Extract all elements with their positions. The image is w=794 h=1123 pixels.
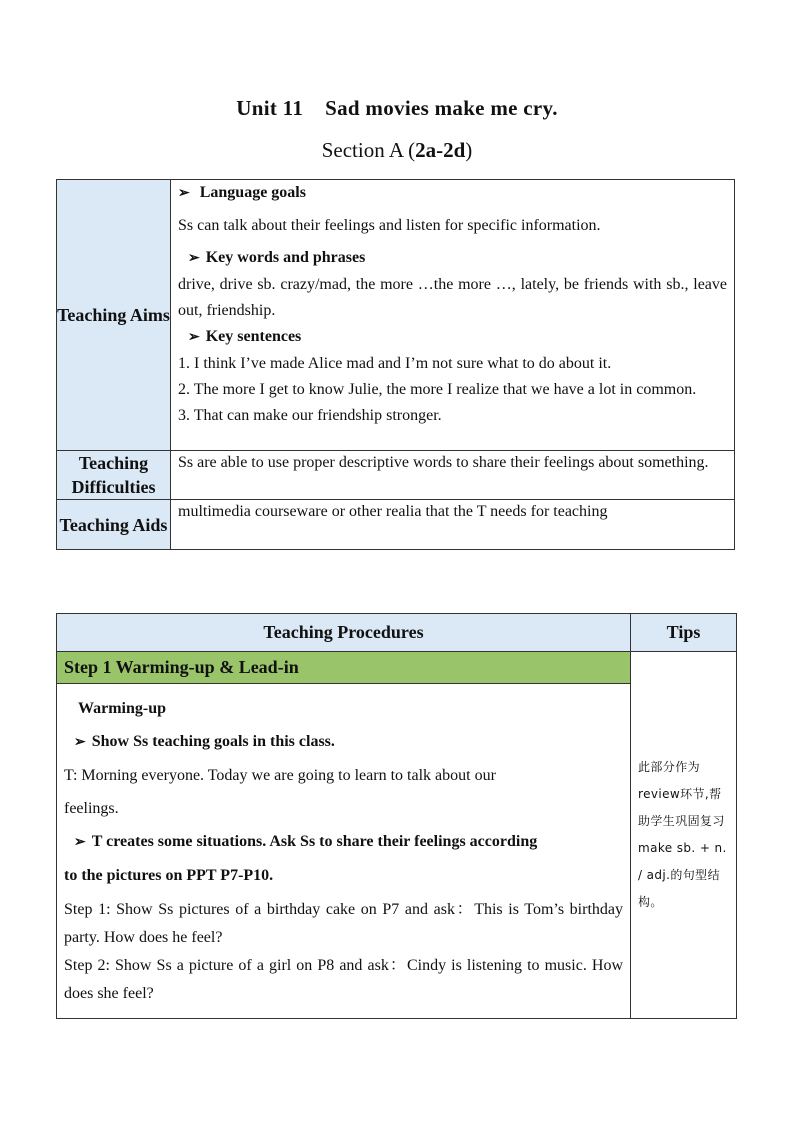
arrow-bullet-icon: ➢	[178, 186, 190, 201]
step-line-2: Step 2: Show Ss a picture of a girl on P8 and ask：Cindy is listening to music. How does she feel?	[64, 957, 623, 1002]
teaching-aims-label: Teaching Aims	[57, 180, 171, 451]
key-words-heading	[178, 245, 727, 272]
key-words-heading-text: Key words and phrases	[205, 249, 366, 266]
teaching-procedures-table	[56, 613, 737, 1019]
language-goals-text: Ss can talk about their feelings and listen for specific information.	[178, 217, 601, 234]
teaching-aids-content	[171, 500, 735, 550]
teacher-line-continued: feelings.	[64, 800, 119, 817]
teaching-aims-table	[56, 179, 735, 550]
arrow-bullet-icon: ➢	[188, 251, 200, 266]
teacher-line: T: Morning everyone. Today we are going to learn to talk about our	[64, 767, 496, 784]
section-code: 2a-2d	[415, 138, 466, 162]
tips-header: Tips	[631, 614, 737, 652]
unit-name: Sad movies make me cry.	[325, 96, 558, 120]
arrow-bullet-icon: ➢	[188, 330, 200, 345]
key-sentence-2: 2. The more I get to know Julie, the more I realize that we have a lot in common.	[178, 381, 697, 398]
key-sentences-heading-text: Key sentences	[205, 328, 302, 345]
unit-title	[0, 96, 794, 121]
bullet-situations-text: T creates some situations. Ask Ss to share their feelings according	[91, 833, 538, 850]
teaching-difficulties-content	[171, 451, 735, 500]
teaching-aids-text: multimedia courseware or other realia that the T needs for teaching	[178, 503, 608, 520]
warming-up-heading: Warming-up	[78, 700, 167, 717]
language-goals-heading-text: Language goals	[199, 184, 306, 201]
teaching-procedures-header: Teaching Procedures	[57, 614, 631, 652]
step-line-1: Step 1: Show Ss pictures of a birthday cake on P7 and ask：This is Tom’s birthday party. How does he feel?	[64, 901, 623, 946]
key-sentence-3: 3. That can make our friendship stronger.	[178, 407, 442, 424]
teaching-aids-label: Teaching Aids	[57, 500, 171, 550]
key-sentences-heading	[178, 324, 727, 351]
unit-number: Unit 11	[236, 96, 304, 120]
teaching-difficulties-text: Ss are able to use proper descriptive words to share their feelings about something.	[178, 454, 709, 471]
key-words-text: drive, drive sb. crazy/mad, the more …the more …, lately, be friends with sb., leave out, friendship.	[178, 276, 727, 319]
section-subtitle	[0, 138, 794, 163]
bullet-show-goals	[64, 725, 623, 759]
language-goals-heading	[178, 180, 727, 207]
step-1-body	[57, 684, 631, 1019]
section-suffix: )	[465, 138, 473, 162]
bullet-situations	[64, 825, 623, 859]
key-sentence-1: 1. I think I’ve made Alice mad and I’m not sure what to do about it.	[178, 355, 612, 372]
arrow-bullet-icon: ➢	[74, 735, 86, 750]
arrow-bullet-icon: ➢	[74, 835, 86, 850]
section-prefix: Section A (	[321, 138, 416, 162]
bullet-situations-continued: to the pictures on PPT P7-P10.	[64, 867, 274, 884]
teaching-difficulties-label: Teaching Difficulties	[57, 451, 171, 500]
bullet-show-goals-text: Show Ss teaching goals in this class.	[91, 733, 335, 750]
step-1-title: Step 1 Warming-up & Lead-in	[57, 652, 631, 684]
tips-text: 此部分作为review环节,帮助学生巩固复习 make sb. + n. / adj.的句型结构。	[638, 760, 727, 909]
tips-cell	[631, 652, 737, 1019]
teaching-aims-content	[171, 180, 735, 451]
